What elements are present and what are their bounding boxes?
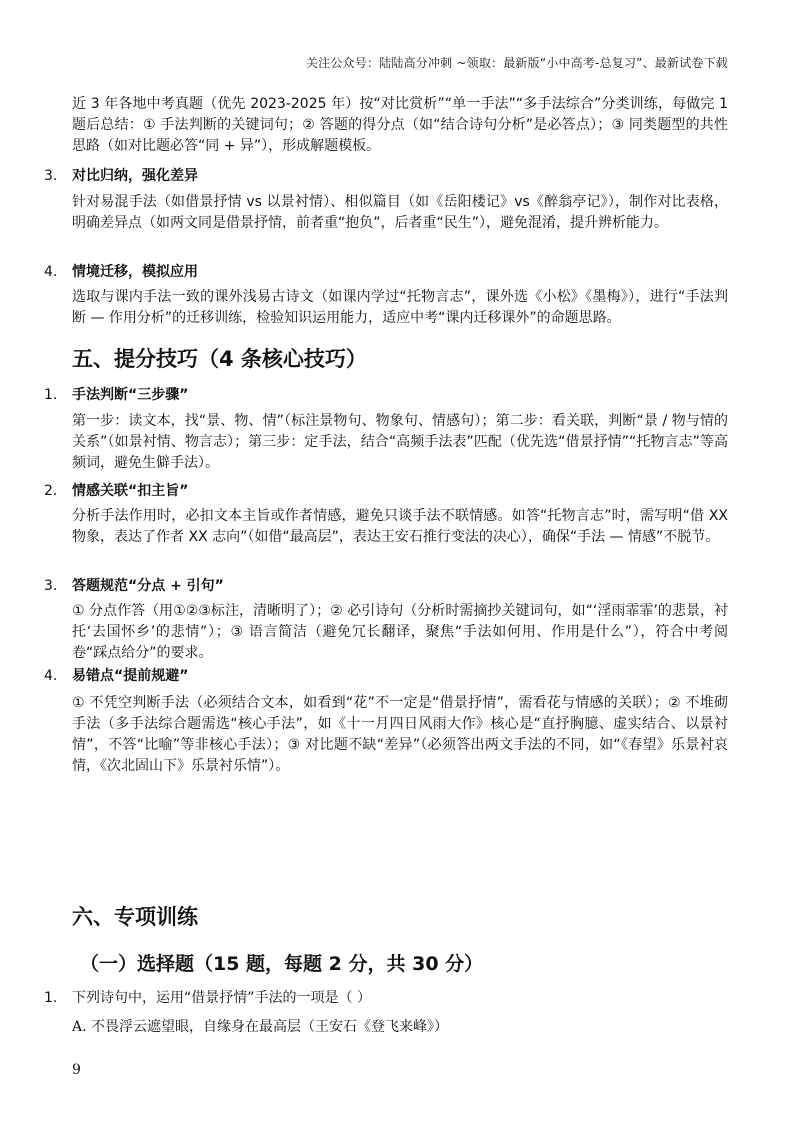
tip-body: 分析手法作用时，必扣文本主旨或作者情感，避免只谈手法不联情感。如答“托物言志”时，需写明“借 XX 物象，表达了作者 XX 志向”（如借“最高层”，表达王安石推行变法的决心），确保“手法 — 情感”不脱节。 — [72, 508, 728, 545]
page-number: 9 — [72, 1062, 81, 1078]
review-item-title: 情境迁移，模拟应用 — [72, 264, 198, 280]
section-six-heading: 六、专项训练 — [72, 905, 198, 929]
section-five-heading: 五、提分技巧（4 条核心技巧） — [72, 347, 367, 371]
header-note: 关注公众号：陆陆高分冲刺 ~领取：最新版“小中高考-总复习”、最新试卷下载 — [305, 56, 728, 70]
review-item-number: 3. — [44, 168, 58, 184]
tip-number: 4. — [44, 668, 58, 684]
tip-number: 2. — [44, 483, 58, 499]
intro-paragraph: 近 3 年各地中考真题（优先 2023-2025 年）按“对比赏析”“单一手法”“多手法综合”分类训练，每做完 1 题后总结：① 手法判断的关键词句；② 答题的得分点（如“结合诗句分析”是必答点）；③ 同类题型的共性思路（如对比题必答“同 + 异”），形成解题模板。 — [72, 96, 728, 154]
review-item-body: 选取与课内手法一致的课外浅易古诗文（如课内学过“托物言志”，课外选《小松》《墨梅》），进行“手法判断 — 作用分析”的迁移训练，检验知识运用能力，适应中考“课内迁移课外”的命题思路。 — [72, 289, 728, 326]
review-item-number: 4. — [44, 264, 58, 280]
tip-title: 手法判断“三步骤” — [72, 387, 189, 403]
tip-body: 第一步：读文本，找“景、物、情”（标注景物句、物象句、情感句）；第二步：看关联，判断“景 / 物与情的关系”（如景衬情、物言志）；第三步：定手法，结合“高频手法表”匹配（优先选“借景抒情”“托物言志”等高频词，避免生僻手法）。 — [72, 413, 728, 471]
tip-title: 易错点“提前规避” — [72, 668, 189, 684]
tip-title: 情感关联“扣主旨” — [72, 483, 189, 499]
question-stem: 下列诗句中，运用“借景抒情”手法的一项是（ ） — [72, 990, 371, 1006]
tip-body: ① 不凭空判断手法（必须结合文本，如看到“花”不一定是“借景抒情”，需看花与情感的关联）；② 不堆砌手法（多手法综合题需选“核心手法”，如《十一月四日风雨大作》核心是“直抒胸臆、虚实结合、以景衬情”，不答“比喻”等非核心手法）；③ 对比题不缺“差异”（必须答出两文手法的不同，如“《春望》乐景衬哀情，《次北固山下》乐景衬乐情”）。 — [72, 695, 728, 774]
review-item-body: 针对易混手法（如借景抒情 vs 以景衬情）、相似篇目（如《岳阳楼记》vs《醉翁亭记》），制作对比表格，明确差异点（如两文同是借景抒情，前者重“抱负”，后者重“民生”），避免混淆，提升辨析能力。 — [72, 194, 728, 231]
tip-number: 1. — [44, 387, 58, 403]
question-option-a: A. 不畏浮云遮望眼，自缘身在最高层（王安石《登飞来峰》） — [72, 1019, 449, 1035]
multiple-choice-heading: （一）选择题（15 题，每题 2 分，共 30 分） — [80, 953, 484, 975]
tip-number: 3. — [44, 578, 58, 594]
tip-body: ① 分点作答（用①②③标注，清晰明了）；② 必引诗句（分析时需摘抄关键词句，如“‘淫雨霏霏’的悲景，衬托‘去国怀乡’的悲情”）；③ 语言简洁（避免冗长翻译，聚焦“手法如何用、作用是什么”），符合中考阅卷“踩点给分”的要求。 — [72, 603, 728, 661]
question-number: 1. — [44, 990, 58, 1006]
tip-title: 答题规范“分点 + 引句” — [72, 578, 224, 594]
review-item-title: 对比归纳，强化差异 — [72, 168, 198, 184]
